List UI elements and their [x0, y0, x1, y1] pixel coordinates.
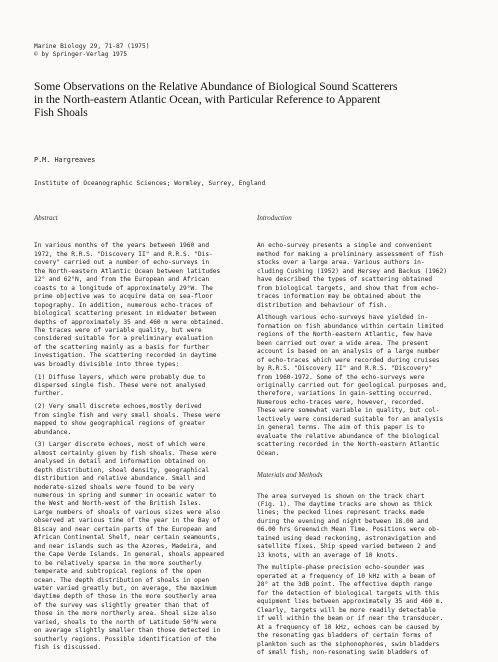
author-affiliation: Institute of Oceanographic Sciences; Wormley, Surrey, England [34, 180, 266, 187]
introduction-paragraph: Although various echo-surveys have yielded in- formation on fish abundance within certain limited regions of the North-eastern Atlantic, few have been carried out over a wide area. The present account is based on an analysis of a large number of echo-traces which were recorded during cruises by R.R.S. "Discovery II" and R.R.S. "Discovery" from 1960-1972. Some of the echo-surveys were originally carried out for geological purposes and, therefore, variations in gain-setting occurred. Numerous echo-traces were, however, recorded. These were somewhat variable in quality, but col- lectively were considered suitable for an analysis in general terms. The aim of this paper is to evaluate the relative abundance of the biological scattering recorded in the North-eastern Atlantic Ocean. [257, 314, 447, 457]
right-column [257, 214, 469, 662]
journal-citation: Marine Biology 29, 71-87 (1975) [34, 43, 150, 50]
abstract-paragraph: (3) Larger discrete echoes, most of which were almost certainly given by fish shoals. These were analysed in detail and information obtained on depth distribution, shoal density, geographical distribution and relative abundance. Small and moderate-sized shoals were found to be very numerous in spring and summer in oceanic water to the West and North-west of the British Isles. Large numbers of shoals of various sizes were also observed at various time of the year in the Bay of Biscay and near certain parts of the European and African Continental Shelf, near certain seamounts, and near islands such as the Azores, Madeira, and the Cape Verde Islands. In general, shoals appeared to be relatively sparse in the more southerly temperate and subtropical regions of the open ocean. The depth distribution of shoals in open water varied greatly but, on average, the maximum daytime depth of those in the more southerly area of the survey was slightly greater than that of those in the more northerly area. Shoal size also varied, shoals to the north of Latitude 50°N were on average slightly smaller than those detected in southerly regions. Possible identification of the fish is discussed. [34, 441, 224, 652]
copyright-line: © by Springer-Verlag 1975 [34, 51, 128, 59]
introduction-paragraph: An echo-survey presents a simple and convenient method for making a preliminary assessment of fish stocks over a large area. Various authors in- cluding Cushing (1952) and Hersey and Backus (1962) have described the types of scattering obtained from biological targets, and show that from echo- traces information may be obtained about the distribution and behaviour of fish. [257, 242, 447, 309]
author-name: P.M. Hargreaves [34, 156, 96, 164]
introduction-heading: Introduction [257, 214, 292, 222]
left-column [34, 214, 246, 657]
abstract-paragraph: In various months of the years between 1960 and 1972, the R.R.S. "Discovery II" and R.R.S. "Dis- covery" carried out a number of echo-surveys in the North-eastern Atlantic Ocean between latitudes 12° and 62°N, and from the European and African coasts to a longitude of approximately 29°W. The prime objective was to acquire data on sea-floor topography. In addition, numerous echo-traces of biological scattering present in midwater between depths of approximately 35 and 460 m were obtained. The traces were of variable quality, but were considered suitable for a preliminary evaluation of the scattering mainly as a basis for further investigation. The scattering recorded in daytime was broadly divisible into three types: [34, 242, 224, 368]
methods-heading: Materials and Methods [257, 471, 323, 480]
abstract-paragraph: (1) Diffuse layers, which were probably due to dispersed single fish. These were not analysed further. [34, 373, 206, 398]
abstract-heading: Abstract [34, 214, 58, 222]
paper-title: Some Observations on the Relative Abundance of Biological Sound Scatterers in the North-eastern Atlantic Ocean, with Particular Reference to Apparent Fish Shoals [34, 80, 398, 119]
methods-paragraph: The multiple-phase precision echo-sounder was operated at a frequency of 10 kHz with a beam of 28° at the 3dB point. The effective depth range for the detection of biological targets with this equipment lies between approximately 35 and 460 m. Clearly, targets will be more readily detectable if well within the beam or if near the transducer. At a frequency of 10 kHz, echoes can be caused by the resonating gas bladders of certain forms of plankton such as the siphonophores, swim bladders of small fish, non-resonating swim bladders of [257, 564, 444, 656]
journal-header [34, 43, 149, 60]
abstract-paragraph: (2) Very small discrete echoes,mostly derived from single fish and very small shoals. These were mapped to show geographical regions of greater abundance. [34, 403, 221, 436]
methods-paragraph: The area surveyed is shown on the track chart (Fig. 1). The daytime tracks are shown as thick lines; the pecked lines represent tracks made during the evening and night between 18.00 and 06.00 hrs Greenwich Mean Time. Positions were ob- tained using dead reckoning, astronavigation and satellite fixes. Ship speed varied between 2 and 13 knots, with an average of 10 knots. [257, 492, 440, 559]
